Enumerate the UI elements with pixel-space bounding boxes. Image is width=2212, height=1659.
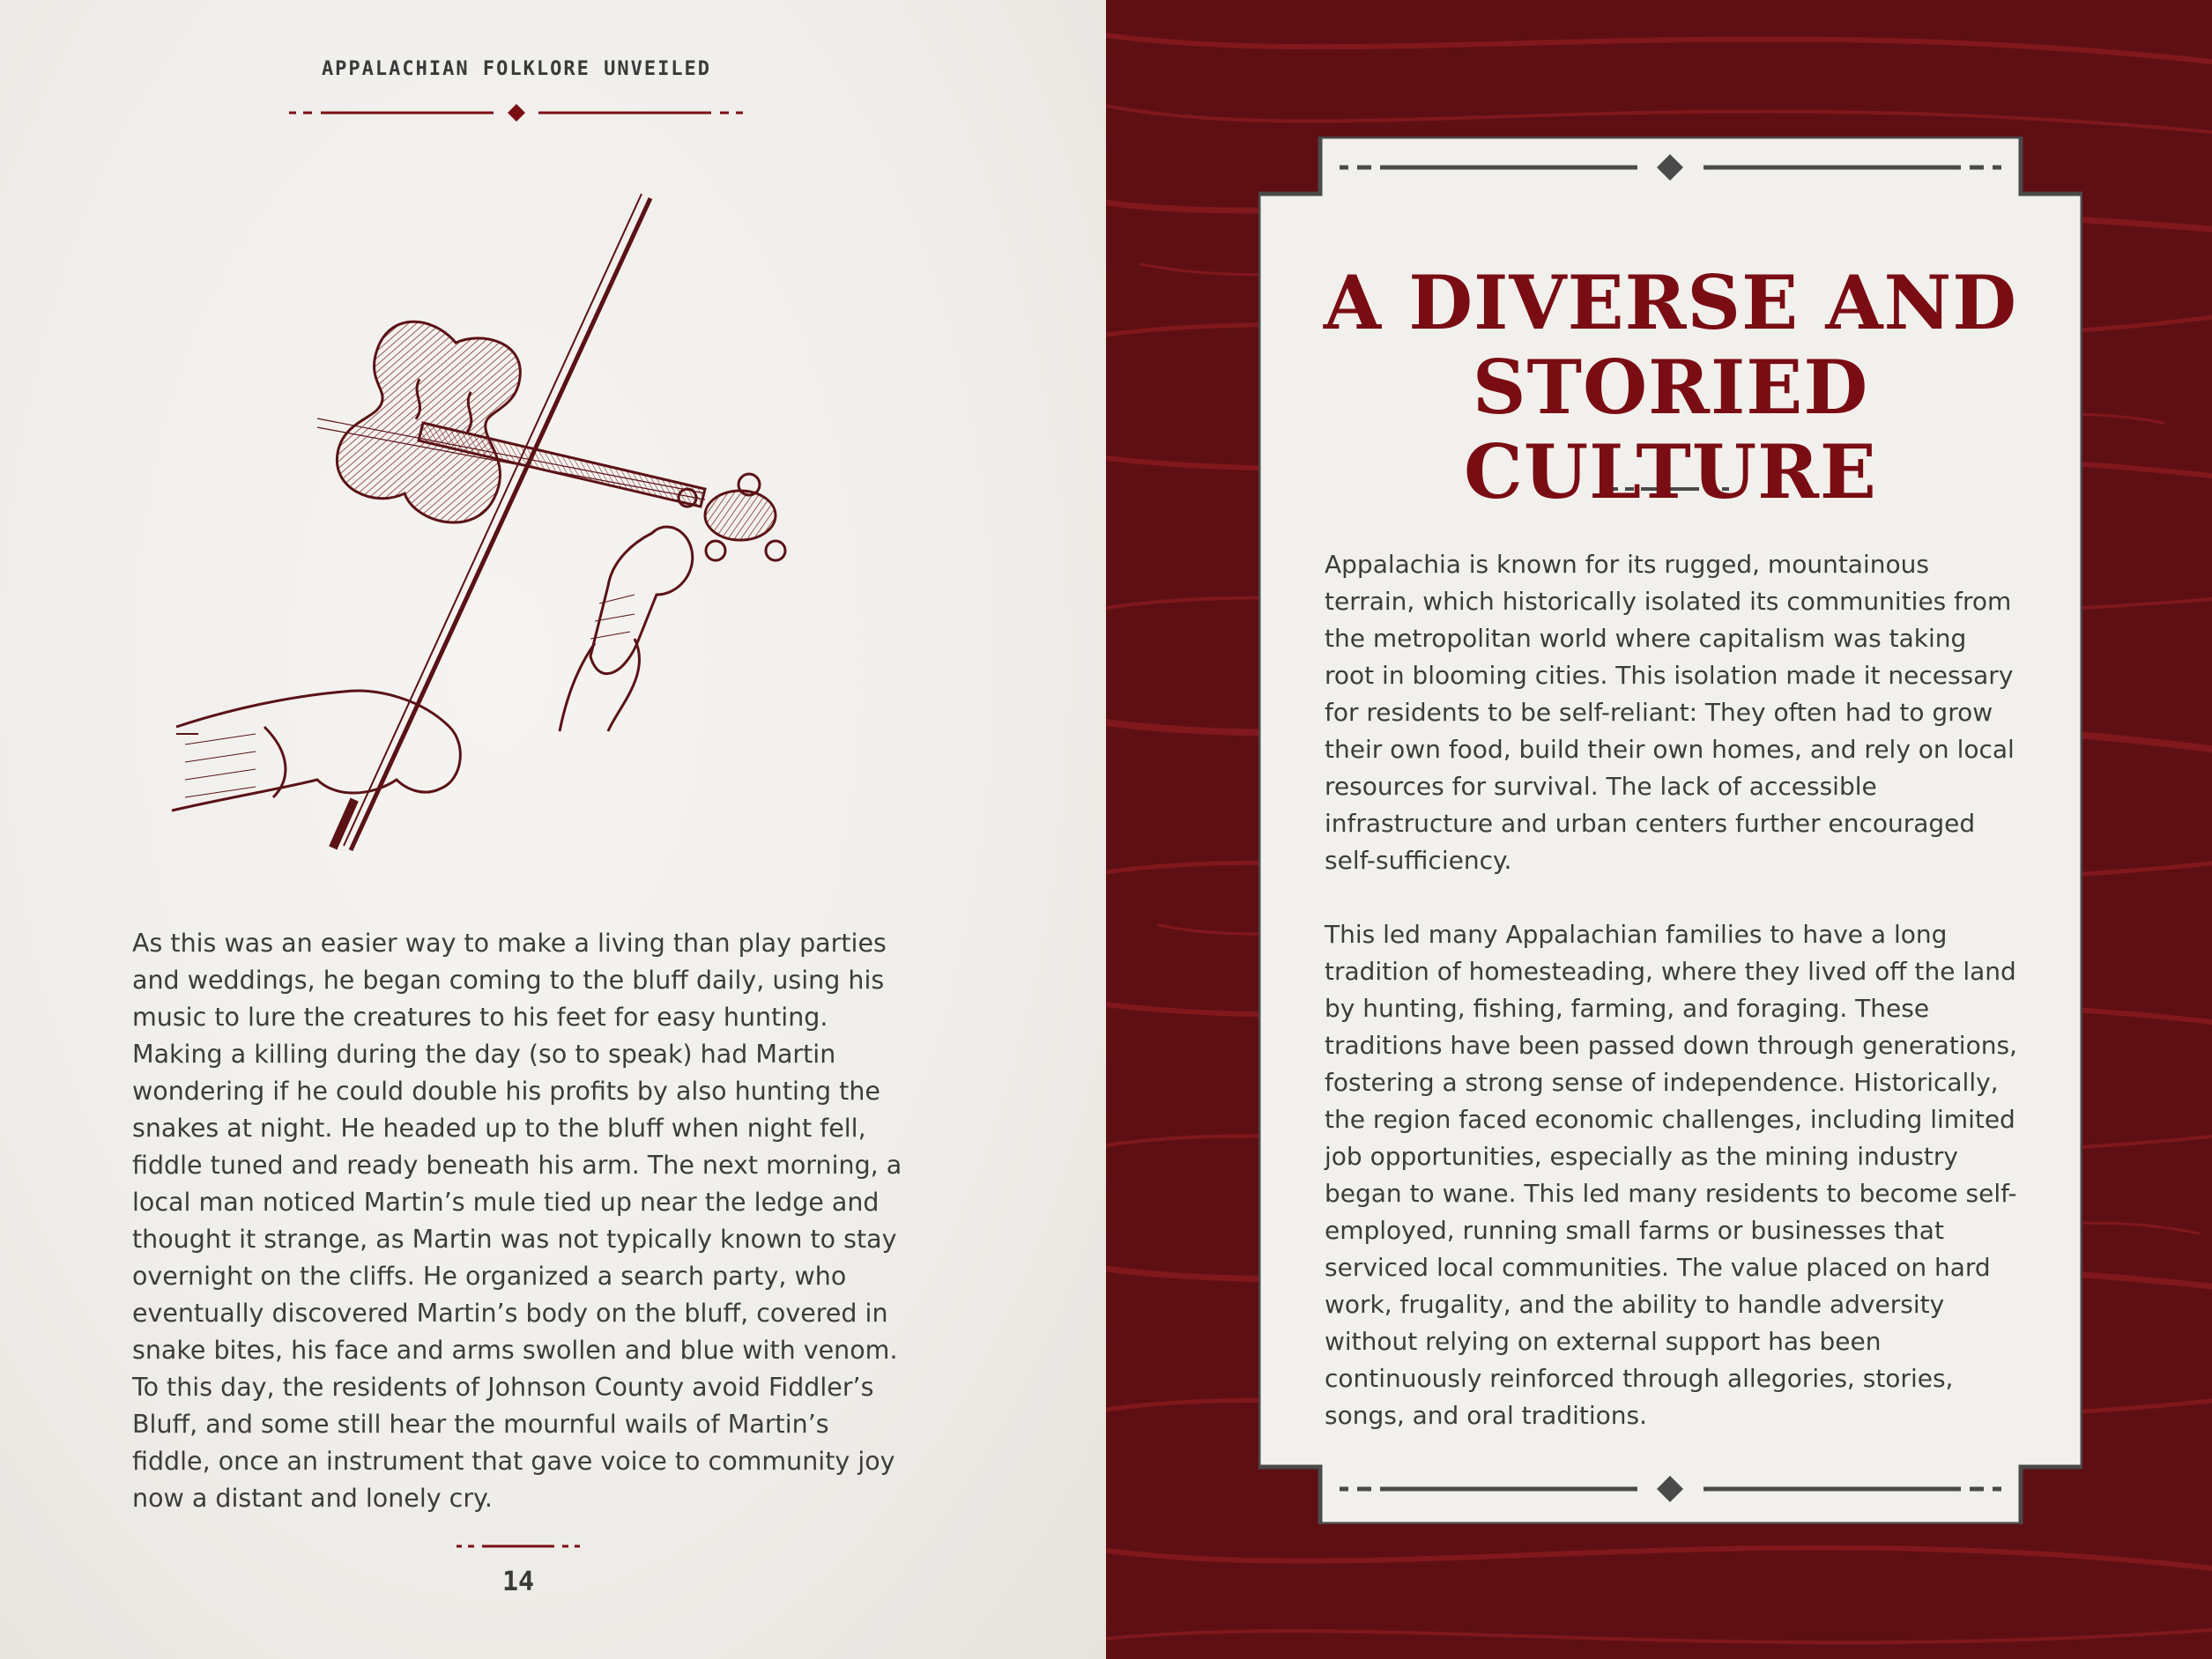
left-body-text: As this was an easier way to make a living than play parties and weddings, he began coming to the bluff daily, using his music to lure the creatures to his feet for easy hunting. Making a killing during the day (so to speak) had Martin wondering if he could double his profits by also hunting the snakes at night. He headed up to the bluff when night fell, fiddle tuned and ready beneath his arm. The next morning, a local man noticed Martin’s mule tied up near the ledge and thought it strange, as Martin was not typically known to stay overnight on the cliffs. He organized a search party, who eventually discovered Martin’s body on the bluff, covered in snake bites, his face and arms swollen and blue with venom. To this day, the residents of Johnson County avoid Fiddler’s Bluff, and some still hear the mournful wails of Martin’s fiddle, once an instrument that gave voice to community joy now a distant and lonely cry. bbox=[132, 929, 902, 1513]
page-number: 14 bbox=[501, 1566, 535, 1597]
card-paragraph-1: Appalachia is known for its rugged, mountainous terrain, which historically isolated its communities from the metropolitan world where capitalism was taking root in blooming cities. This isolation made it necessary for residents to be self-reliant: They often had to grow their own food, build their own homes, and rely on local resources for survival. The lack of accessible infrastructure and urban centers further encouraged self-sufficiency. bbox=[1325, 550, 2015, 875]
card-title: A DIVERSE AND STORIED CULTURE bbox=[1323, 259, 2018, 515]
fiddle-player-illustration bbox=[159, 181, 908, 872]
card-paragraph-2: This led many Appalachian families to have a long tradition of homesteading, where they lived off the land by hunting, fishing, farming, and foraging. These traditions have been passed down through generations, fostering a strong sense of independence. Historically, the region faced economic challenges, including limited job opportunities, especially as the mining industry began to wane. This led many residents to become self-employed, running small farms or businesses that serviced local communities. The value placed on hard work, frugality, and the ability to handle adversity without relying on external support has been continuously reinforced through allegories, stories, songs, and oral traditions. bbox=[1325, 920, 2017, 1430]
header-ornament-rule bbox=[289, 104, 743, 122]
footer-ornament-rule bbox=[457, 1540, 580, 1552]
running-head: APPALACHIAN FOLKLORE UNVEILED bbox=[321, 58, 712, 80]
